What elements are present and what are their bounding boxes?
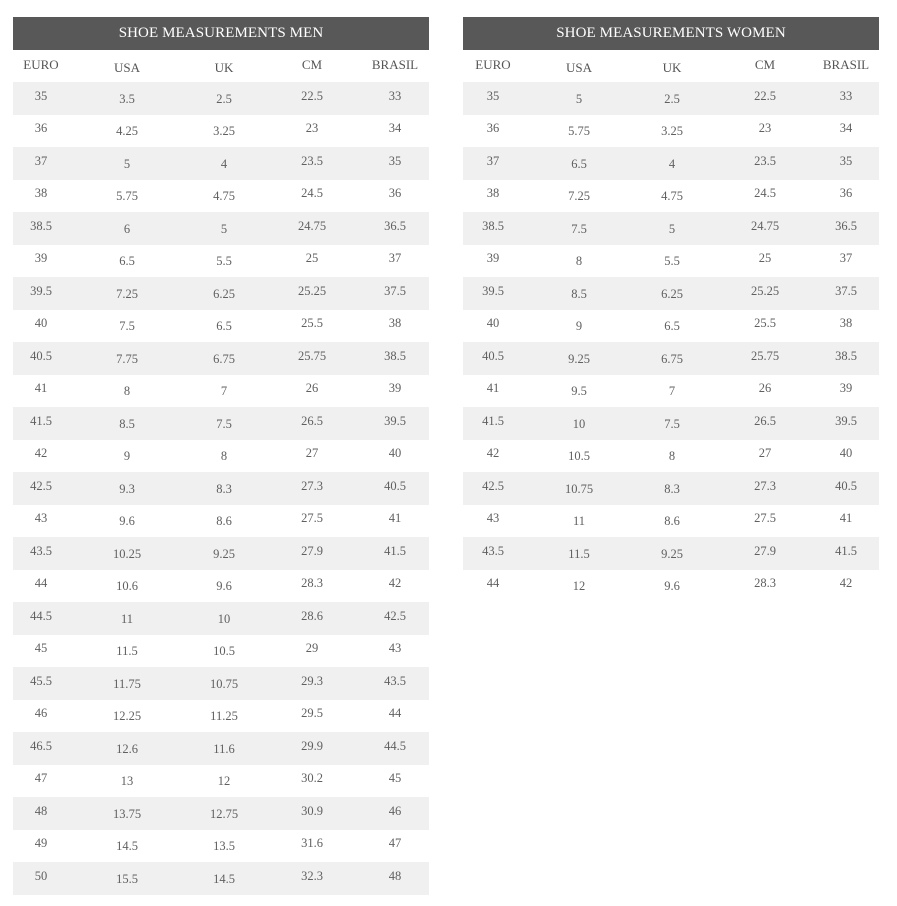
table-row: [463, 505, 879, 538]
brasil-cell: 37.5: [384, 283, 406, 298]
uk-cell: 12: [217, 774, 231, 789]
euro-cell: 38.5: [482, 218, 504, 233]
uk-cell: 6.75: [661, 351, 683, 366]
uk-cell: 7.5: [216, 416, 232, 431]
brasil-cell: 37.5: [835, 283, 857, 298]
table-row: [13, 667, 429, 700]
cm-cell: 31.6: [301, 836, 323, 851]
cm-cell: 27.9: [754, 543, 776, 558]
euro-cell: 40: [34, 316, 48, 331]
euro-cell: 41.5: [30, 413, 52, 428]
cm-cell: 23.5: [301, 153, 323, 168]
table-row: [13, 700, 429, 733]
uk-cell: 9.6: [664, 579, 680, 594]
brasil-cell: 39.5: [835, 413, 857, 428]
table-row: [13, 82, 429, 115]
women-table-title: SHOE MEASUREMENTS WOMEN: [463, 17, 879, 50]
table-row: [13, 147, 429, 180]
euro-cell: 37: [486, 153, 500, 168]
cm-cell: 26: [305, 381, 319, 396]
euro-cell: 44.5: [30, 608, 52, 623]
table-row: [463, 245, 879, 278]
cm-cell: 27: [758, 446, 772, 461]
usa-cell: 3.5: [119, 91, 135, 106]
cm-cell: 29.5: [301, 706, 323, 721]
euro-cell: 44: [34, 576, 48, 591]
table-row: [13, 375, 429, 408]
usa-cell: 13: [120, 774, 134, 789]
brasil-cell: 41: [388, 511, 402, 526]
cm-cell: 25.75: [297, 348, 327, 363]
cm-cell: 29.9: [301, 738, 323, 753]
table-row: [463, 180, 879, 213]
uk-cell: 6.25: [213, 286, 235, 301]
table-row: [13, 602, 429, 635]
usa-cell: 12.6: [116, 741, 138, 756]
table-row: [463, 440, 879, 473]
uk-cell: 11.6: [213, 741, 235, 756]
cm-cell: 27.9: [301, 543, 323, 558]
table-row: [13, 115, 429, 148]
usa-cell: 11: [120, 611, 134, 626]
brasil-cell: 43.5: [384, 673, 406, 688]
euro-cell: 38.5: [30, 218, 52, 233]
cm-cell: 28.3: [754, 576, 776, 591]
uk-cell: 5.5: [216, 254, 232, 269]
usa-cell: 8.5: [571, 286, 587, 301]
brasil-cell: 41: [839, 511, 853, 526]
brasil-cell: 40: [388, 446, 402, 461]
euro-cell: 48: [34, 803, 48, 818]
uk-cell: 10.75: [209, 676, 239, 691]
table-row: [13, 212, 429, 245]
cm-cell: 26.5: [301, 413, 323, 428]
men-header-euro: EURO: [23, 57, 59, 72]
brasil-cell: 36: [388, 186, 402, 201]
table-row: [463, 407, 879, 440]
cm-cell: 32.3: [301, 868, 323, 883]
cm-cell: 29.3: [301, 673, 323, 688]
usa-cell: 5: [575, 91, 583, 106]
uk-cell: 4: [220, 156, 228, 171]
uk-cell: 5.5: [664, 254, 680, 269]
brasil-cell: 38: [839, 316, 853, 331]
usa-cell: 15.5: [116, 871, 138, 886]
brasil-cell: 33: [839, 88, 853, 103]
uk-cell: 7: [220, 384, 228, 399]
usa-cell: 10.6: [116, 579, 138, 594]
men-header-usa: USA: [113, 59, 140, 75]
table-row: [13, 472, 429, 505]
brasil-cell: 36.5: [384, 218, 406, 233]
table-row: [13, 732, 429, 765]
brasil-cell: 44: [388, 706, 402, 721]
cm-cell: 27.3: [754, 478, 776, 493]
usa-cell: 10: [572, 416, 586, 431]
women-header-row: [463, 50, 879, 82]
table-row: [13, 440, 429, 473]
euro-cell: 43.5: [482, 543, 504, 558]
cm-cell: 22.5: [754, 88, 776, 103]
uk-cell: 2.5: [216, 91, 232, 106]
usa-cell: 11.5: [116, 644, 138, 659]
euro-cell: 40.5: [30, 348, 52, 363]
cm-cell: 25.5: [301, 316, 323, 331]
brasil-cell: 46: [388, 803, 402, 818]
usa-cell: 7.25: [568, 189, 590, 204]
cm-cell: 27.3: [301, 478, 323, 493]
men-header-cm: CM: [301, 57, 323, 72]
euro-cell: 43: [34, 511, 48, 526]
usa-cell: 5: [123, 156, 131, 171]
women-table-body: [463, 82, 879, 602]
cm-cell: 30.2: [301, 771, 323, 786]
table-row: [463, 472, 879, 505]
cm-cell: 30.9: [301, 803, 323, 818]
uk-cell: 3.25: [213, 124, 235, 139]
table-row: [463, 147, 879, 180]
usa-cell: 9: [575, 319, 583, 334]
usa-cell: 9.3: [119, 481, 135, 496]
euro-cell: 38: [486, 186, 500, 201]
table-row: [463, 212, 879, 245]
usa-cell: 10.75: [564, 481, 594, 496]
brasil-cell: 40: [839, 446, 853, 461]
usa-cell: 12: [572, 579, 586, 594]
euro-cell: 42.5: [30, 478, 52, 493]
brasil-cell: 39: [839, 381, 853, 396]
uk-cell: 8.3: [216, 481, 232, 496]
uk-cell: 9.25: [661, 546, 683, 561]
cm-cell: 25.5: [754, 316, 776, 331]
usa-cell: 10.5: [568, 449, 590, 464]
cm-cell: 25: [305, 251, 319, 266]
cm-cell: 26: [758, 381, 772, 396]
table-row: [463, 342, 879, 375]
usa-cell: 12.25: [112, 709, 142, 724]
brasil-cell: 48: [388, 868, 402, 883]
cm-cell: 24.75: [297, 218, 327, 233]
uk-cell: 12.75: [209, 806, 239, 821]
uk-cell: 3.25: [661, 124, 683, 139]
usa-cell: 11: [572, 514, 586, 529]
euro-cell: 40: [486, 316, 500, 331]
euro-cell: 45.5: [30, 673, 52, 688]
euro-cell: 43.5: [30, 543, 52, 558]
brasil-cell: 34: [839, 121, 853, 136]
euro-cell: 44: [486, 576, 500, 591]
table-row: [13, 407, 429, 440]
table-row: [13, 277, 429, 310]
usa-cell: 9: [123, 449, 131, 464]
uk-cell: 4: [668, 156, 676, 171]
brasil-cell: 42: [839, 576, 853, 591]
men-table-body: [13, 82, 429, 895]
euro-cell: 43: [486, 511, 500, 526]
uk-cell: 8: [668, 449, 676, 464]
table-row: [13, 245, 429, 278]
euro-cell: 38: [34, 186, 48, 201]
brasil-cell: 38.5: [835, 348, 857, 363]
table-row: [463, 310, 879, 343]
usa-cell: 8: [123, 384, 131, 399]
euro-cell: 36: [34, 121, 48, 136]
women-header-uk: UK: [662, 59, 682, 75]
men-size-table: [13, 17, 429, 895]
usa-cell: 6.5: [119, 254, 135, 269]
euro-cell: 41.5: [482, 413, 504, 428]
euro-cell: 40.5: [482, 348, 504, 363]
usa-cell: 9.6: [119, 514, 135, 529]
uk-cell: 6.25: [661, 286, 683, 301]
uk-cell: 13.5: [213, 839, 235, 854]
brasil-cell: 45: [388, 771, 402, 786]
usa-cell: 10.25: [112, 546, 142, 561]
euro-cell: 49: [34, 836, 48, 851]
cm-cell: 22.5: [301, 88, 323, 103]
brasil-cell: 33: [388, 88, 402, 103]
cm-cell: 27.5: [301, 511, 323, 526]
euro-cell: 35: [486, 88, 500, 103]
uk-cell: 8.6: [664, 514, 680, 529]
table-row: [13, 830, 429, 863]
euro-cell: 45: [34, 641, 48, 656]
brasil-cell: 39: [388, 381, 402, 396]
table-row: [13, 310, 429, 343]
cm-cell: 25: [758, 251, 772, 266]
brasil-cell: 47: [388, 836, 402, 851]
brasil-cell: 41.5: [835, 543, 857, 558]
euro-cell: 42: [486, 446, 500, 461]
brasil-cell: 38.5: [384, 348, 406, 363]
usa-cell: 8.5: [119, 416, 135, 431]
women-header-brasil: BRASIL: [822, 57, 870, 72]
table-row: [13, 570, 429, 603]
cm-cell: 27: [305, 446, 319, 461]
uk-cell: 9.25: [213, 546, 235, 561]
cm-cell: 27.5: [754, 511, 776, 526]
brasil-cell: 39.5: [384, 413, 406, 428]
brasil-cell: 38: [388, 316, 402, 331]
table-row: [13, 862, 429, 895]
uk-cell: 9.6: [216, 579, 232, 594]
usa-cell: 11.5: [568, 546, 590, 561]
cm-cell: 23: [305, 121, 319, 136]
brasil-cell: 37: [839, 251, 853, 266]
euro-cell: 42.5: [482, 478, 504, 493]
euro-cell: 46.5: [30, 738, 52, 753]
uk-cell: 8.3: [664, 481, 680, 496]
cm-cell: 25.75: [750, 348, 780, 363]
usa-cell: 9.25: [568, 351, 590, 366]
cm-cell: 24.5: [754, 186, 776, 201]
euro-cell: 36: [486, 121, 500, 136]
table-row: [13, 635, 429, 668]
usa-cell: 13.75: [112, 806, 142, 821]
cm-cell: 26.5: [754, 413, 776, 428]
cm-cell: 25.25: [750, 283, 780, 298]
usa-cell: 7.75: [116, 351, 138, 366]
women-header-euro: EURO: [475, 57, 511, 72]
table-row: [463, 537, 879, 570]
euro-cell: 42: [34, 446, 48, 461]
cm-cell: 28.3: [301, 576, 323, 591]
uk-cell: 11.25: [210, 709, 238, 724]
usa-cell: 6.5: [571, 156, 587, 171]
usa-cell: 5.75: [116, 189, 138, 204]
table-row: [463, 375, 879, 408]
uk-cell: 8: [220, 449, 228, 464]
cm-cell: 24.5: [301, 186, 323, 201]
euro-cell: 35: [34, 88, 48, 103]
brasil-cell: 41.5: [384, 543, 406, 558]
uk-cell: 6.5: [216, 319, 232, 334]
usa-cell: 6: [123, 221, 131, 236]
euro-cell: 41: [486, 381, 500, 396]
cm-cell: 29: [305, 641, 319, 656]
uk-cell: 10: [217, 611, 231, 626]
cm-cell: 23: [758, 121, 772, 136]
euro-cell: 37: [34, 153, 48, 168]
euro-cell: 39.5: [482, 283, 504, 298]
usa-cell: 7.5: [571, 221, 587, 236]
usa-cell: 7.5: [119, 319, 135, 334]
euro-cell: 50: [34, 868, 48, 883]
usa-cell: 5.75: [568, 124, 590, 139]
brasil-cell: 42: [388, 576, 402, 591]
men-header-row: [13, 50, 429, 82]
table-row: [463, 277, 879, 310]
table-row: [463, 82, 879, 115]
uk-cell: 2.5: [664, 91, 680, 106]
euro-cell: 39: [486, 251, 500, 266]
brasil-cell: 34: [388, 121, 402, 136]
euro-cell: 47: [34, 771, 48, 786]
uk-cell: 8.6: [216, 514, 232, 529]
table-row: [463, 115, 879, 148]
table-row: [13, 180, 429, 213]
table-row: [13, 537, 429, 570]
brasil-cell: 40.5: [384, 478, 406, 493]
brasil-cell: 36.5: [835, 218, 857, 233]
uk-cell: 7.5: [664, 416, 680, 431]
brasil-cell: 37: [388, 251, 402, 266]
uk-cell: 5: [220, 221, 228, 236]
brasil-cell: 35: [839, 153, 853, 168]
uk-cell: 10.5: [213, 644, 235, 659]
usa-cell: 9.5: [571, 384, 587, 399]
brasil-cell: 40.5: [835, 478, 857, 493]
men-header-brasil: BRASIL: [371, 57, 419, 72]
cm-cell: 24.75: [750, 218, 780, 233]
euro-cell: 46: [34, 706, 48, 721]
usa-cell: 14.5: [116, 839, 138, 854]
uk-cell: 6.5: [664, 319, 680, 334]
uk-cell: 5: [668, 221, 676, 236]
euro-cell: 41: [34, 381, 48, 396]
women-header-usa: USA: [565, 59, 592, 75]
women-header-cm: CM: [754, 57, 776, 72]
uk-cell: 7: [668, 384, 676, 399]
men-table-title: SHOE MEASUREMENTS MEN: [13, 17, 429, 50]
uk-cell: 14.5: [213, 871, 235, 886]
usa-cell: 11.75: [113, 676, 141, 691]
brasil-cell: 36: [839, 186, 853, 201]
table-row: [13, 342, 429, 375]
table-row: [13, 765, 429, 798]
brasil-cell: 42.5: [384, 608, 406, 623]
uk-cell: 6.75: [213, 351, 235, 366]
women-size-table: [463, 17, 879, 602]
uk-cell: 4.75: [213, 189, 235, 204]
uk-cell: 4.75: [661, 189, 683, 204]
euro-cell: 39.5: [30, 283, 52, 298]
usa-cell: 7.25: [116, 286, 138, 301]
usa-cell: 8: [575, 254, 583, 269]
table-row: [463, 570, 879, 603]
cm-cell: 23.5: [754, 153, 776, 168]
brasil-cell: 44.5: [384, 738, 406, 753]
brasil-cell: 35: [388, 153, 402, 168]
cm-cell: 28.6: [301, 608, 323, 623]
brasil-cell: 43: [388, 641, 402, 656]
table-row: [13, 797, 429, 830]
euro-cell: 39: [34, 251, 48, 266]
cm-cell: 25.25: [297, 283, 327, 298]
men-header-uk: UK: [214, 59, 234, 75]
usa-cell: 4.25: [116, 124, 138, 139]
table-row: [13, 505, 429, 538]
